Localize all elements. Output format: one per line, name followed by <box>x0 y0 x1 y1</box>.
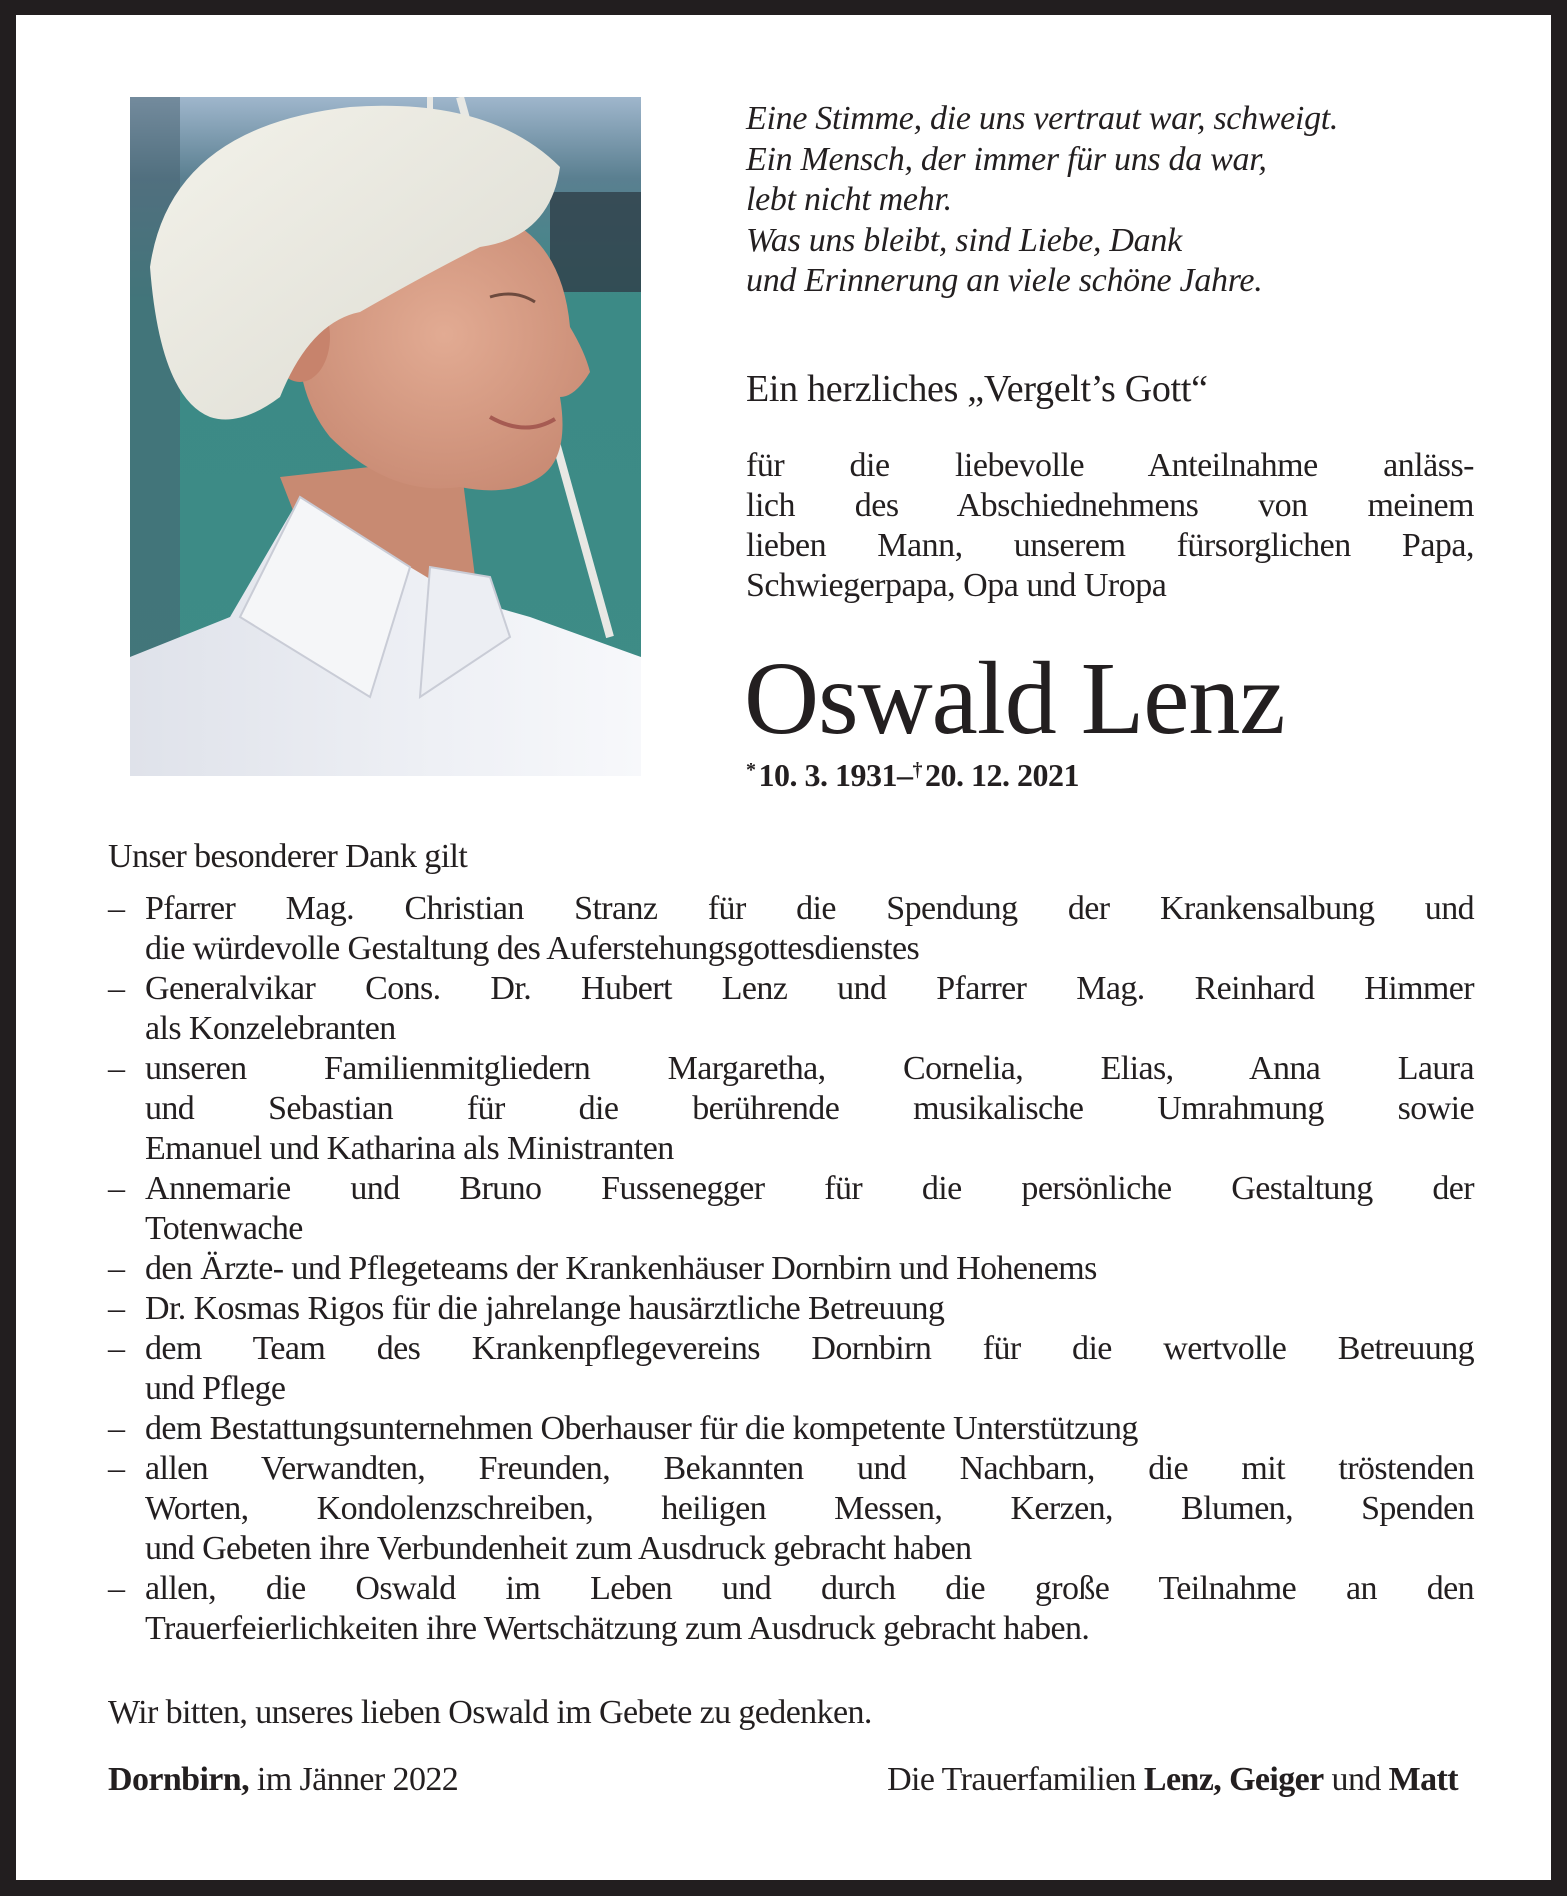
dash-bullet-icon: – <box>108 1170 125 1207</box>
acknowledgement-line: Totenwache <box>145 1210 303 1247</box>
acknowledgement-line: und Pflege <box>145 1370 286 1407</box>
acknowledgements-intro: Unser besonderer Dank gilt <box>108 838 468 875</box>
acknowledgement-item <box>108 1569 1474 1649</box>
intro-line: lich des Abschiednehmens von meinem <box>746 487 1474 524</box>
family-name: Lenz, <box>1143 1761 1222 1798</box>
acknowledgement-line: Generalvikar Cons. Dr. Hubert Lenz und Pfarrer Mag. Reinhard Himmer <box>145 970 1474 1007</box>
family-name: Matt <box>1388 1761 1458 1798</box>
acknowledgements-list <box>108 889 1474 1649</box>
acknowledgement-line: Dr. Kosmas Rigos für die jahrelange hausärztliche Betreuung <box>145 1290 945 1327</box>
acknowledgement-item <box>108 1169 1474 1249</box>
acknowledgement-item <box>108 1249 1474 1289</box>
footer-place: Dornbirn, <box>108 1761 250 1798</box>
acknowledgement-item <box>108 1289 1474 1329</box>
acknowledgement-item <box>108 1409 1474 1449</box>
acknowledgement-line: allen, die Oswald im Leben und durch die große Teilnahme an den <box>145 1570 1474 1607</box>
poem-line: lebt nicht mehr. <box>746 181 952 218</box>
acknowledgement-line: und Sebastian für die berührende musikalische Umrahmung sowie <box>145 1090 1474 1127</box>
birth-date: 10. 3. 1931 <box>758 757 897 793</box>
acknowledgement-line: Annemarie und Bruno Fussenegger für die persönliche Gestaltung der <box>145 1170 1474 1207</box>
acknowledgement-line: und Gebeten ihre Verbundenheit zum Ausdruck gebracht haben <box>145 1530 972 1567</box>
acknowledgement-line: als Konzelebranten <box>145 1010 396 1047</box>
families-conjunction: und <box>1331 1761 1381 1798</box>
footer-families <box>887 1760 1458 1800</box>
acknowledgement-line: Emanuel und Katharina als Ministranten <box>145 1130 674 1167</box>
thanks-intro <box>746 446 1474 606</box>
acknowledgement-item <box>108 1449 1474 1569</box>
acknowledgement-line: Trauerfeierlichkeiten ihre Wertschätzung zum Ausdruck gebracht haben. <box>145 1610 1090 1647</box>
intro-line: lieben Mann, unserem fürsorglichen Papa, <box>746 527 1474 564</box>
dash-bullet-icon: – <box>108 1330 125 1367</box>
dash-bullet-icon: – <box>108 1450 125 1487</box>
families-prefix: Die Trauerfamilien <box>887 1761 1136 1798</box>
dash-bullet-icon: – <box>108 1290 125 1327</box>
acknowledgement-line: Pfarrer Mag. Christian Stranz für die Spendung der Krankensalbung und <box>145 890 1474 927</box>
acknowledgement-item <box>108 969 1474 1049</box>
acknowledgement-line: unseren Familienmitgliedern Margaretha, Cornelia, Elias, Anna Laura <box>145 1050 1474 1087</box>
intro-line: für die liebevolle Anteilnahme anläss- <box>746 447 1474 484</box>
acknowledgement-line: allen Verwandten, Freunden, Bekannten und Nachbarn, die mit tröstenden <box>145 1450 1474 1487</box>
acknowledgement-item <box>108 1049 1474 1169</box>
acknowledgement-item <box>108 1329 1474 1409</box>
footer-place-date <box>108 1760 458 1800</box>
memorial-poem <box>746 99 1506 302</box>
poem-line: Ein Mensch, der immer für uns da war, <box>746 140 1267 178</box>
deceased-name: Oswald Lenz <box>744 641 1285 756</box>
poem-line: Was uns bleibt, sind Liebe, Dank <box>746 221 1182 259</box>
dash-bullet-icon: – <box>108 890 125 927</box>
dash-bullet-icon: – <box>108 970 125 1007</box>
death-date: 20. 12. 2021 <box>925 757 1079 793</box>
family-name: Geiger <box>1229 1761 1324 1798</box>
life-dates <box>746 750 1079 795</box>
intro-line: Schwiegerpapa, Opa und Uropa <box>746 567 1167 604</box>
poem-line: und Erinnerung an viele schöne Jahre. <box>746 262 1263 299</box>
thanks-heading: Ein herzliches „Vergelt’s Gott“ <box>746 368 1208 410</box>
acknowledgement-line: die würdevolle Gestaltung des Auferstehungsgottesdienstes <box>145 930 920 967</box>
acknowledgement-line: Worten, Kondolenzschreiben, heiligen Messen, Kerzen, Blumen, Spenden <box>145 1490 1474 1527</box>
birth-star-icon: * <box>746 759 756 781</box>
closing-prayer: Wir bitten, unseres lieben Oswald im Gebete zu gedenken. <box>108 1694 872 1731</box>
acknowledgement-line: dem Bestattungsunternehmen Oberhauser für die kompetente Unterstützung <box>145 1410 1138 1447</box>
dash-bullet-icon: – <box>108 1250 125 1287</box>
acknowledgement-line: den Ärzte- und Pflegeteams der Krankenhäuser Dornbirn und Hohenems <box>145 1250 1097 1287</box>
acknowledgement-line: dem Team des Krankenpflegevereins Dornbirn für die wertvolle Betreuung <box>145 1330 1474 1367</box>
poem-line: Eine Stimme, die uns vertraut war, schweigt. <box>746 100 1339 137</box>
portrait-photo <box>130 97 641 776</box>
death-cross-icon: † <box>912 759 922 781</box>
obituary-page <box>16 15 1551 1880</box>
date-separator: – <box>897 757 913 793</box>
dash-bullet-icon: – <box>108 1570 125 1607</box>
acknowledgement-item <box>108 889 1474 969</box>
footer-date: im Jänner 2022 <box>256 1761 459 1798</box>
portrait-image <box>130 97 641 776</box>
dash-bullet-icon: – <box>108 1050 125 1087</box>
dash-bullet-icon: – <box>108 1410 125 1447</box>
